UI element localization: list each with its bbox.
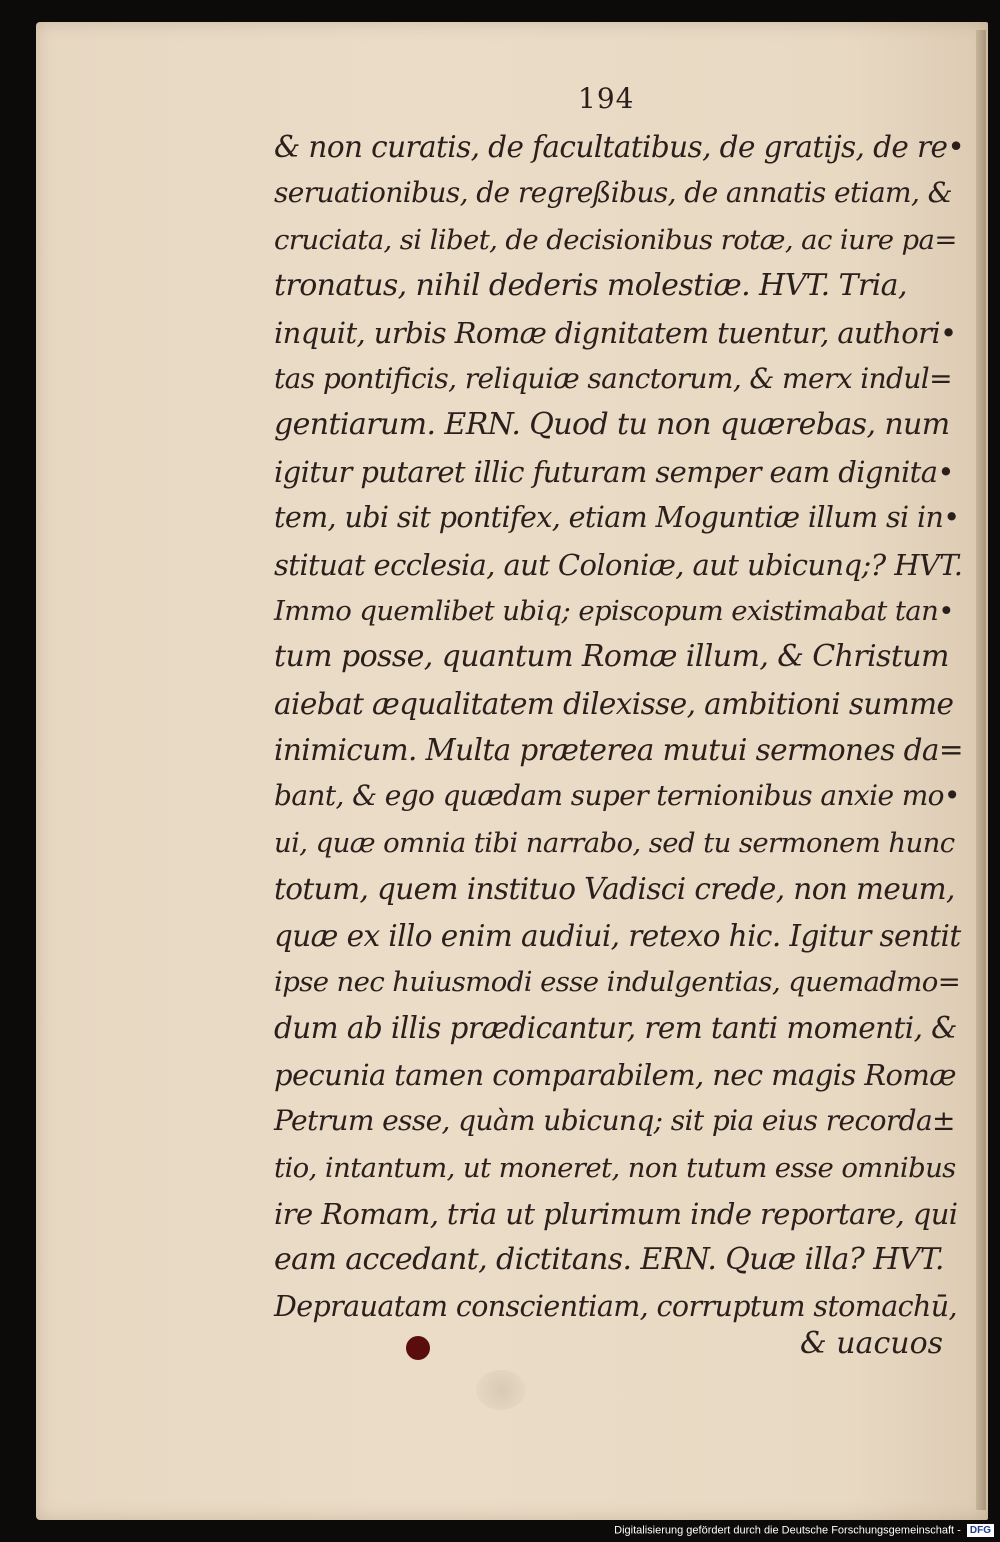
text-line: totum, quem instituo Vadisci crede, non meum, [274, 872, 955, 907]
text-line: cruciata, si libet, de decisionibus rotæ, ac iure pa= [274, 223, 957, 256]
text-line: dum ab illis prædicantur, rem tanti momenti, & [274, 1011, 957, 1046]
text-line: Immo quemlibet ubiq; episcopum existimabat tan• [274, 594, 954, 627]
digitization-footer [614, 1524, 994, 1537]
text-line: stituat ecclesia, aut Coloniæ, aut ubicunq;? HVT. [274, 547, 963, 582]
catchword: & uacuos [800, 1326, 944, 1361]
text-line: pecunia tamen comparabilem, nec magis Romæ [274, 1057, 956, 1092]
text-line: ire Romam, tria ut plurimum inde reportare, qui [274, 1196, 958, 1231]
paper-hole [406, 1336, 430, 1360]
text-line: Deprauatam conscientiam, corruptum stomachū, [274, 1289, 957, 1323]
text-line: eam accedant, dictitans. ERN. Quæ illa? HVT. [274, 1242, 944, 1278]
text-line: ipse nec huiusmodi esse indulgentias, quemadmo= [274, 966, 961, 999]
text-line: igitur putaret illic futuram semper eam dignita• [274, 454, 954, 489]
text-line: inimicum. Multa præterea mutui sermones da= [274, 733, 963, 768]
paper-smudge [476, 1370, 526, 1410]
text-line: & non curatis, de facultatibus, de gratijs, de re• [274, 130, 965, 164]
page-number: 194 [578, 82, 635, 115]
text-line: Petrum esse, quàm ubicunq; sit pia eius recorda± [274, 1104, 955, 1138]
text-line: tem, ubi sit pontifex, etiam Moguntiæ illum si in• [274, 501, 960, 535]
text-line: bant, & ego quædam super ternionibus anxie mo• [274, 779, 960, 813]
text-line: tas pontificis, reliquiæ sanctorum, & merx indul= [274, 361, 952, 395]
footer-text: Digitalisierung gefördert durch die Deutsche Forschungsgemeinschaft - [614, 1524, 961, 1537]
text-line: inquit, urbis Romæ dignitatem tuentur, authori• [274, 315, 957, 350]
text-line: gentiarum. ERN. Quod tu non quærebas, num [274, 407, 950, 443]
text-block [274, 124, 965, 1330]
text-line: seruationibus, de regreßibus, de annatis etiam, & [274, 176, 952, 210]
page-edge [976, 30, 986, 1510]
text-line: tronatus, nihil dederis molestiæ. HVT. Tria, [274, 268, 907, 304]
text-line: aiebat æqualitatem dilexisse, ambitioni summe [274, 686, 954, 721]
text-line: tio, intantum, ut moneret, non tutum esse omnibus [274, 1151, 956, 1184]
text-line: quæ ex illo enim audiui, retexo hic. Igitur sentit [274, 918, 961, 953]
text-line: tum posse, quantum Romæ illum, & Christum [274, 639, 949, 675]
dfg-logo: DFG [967, 1524, 994, 1537]
text-line: ui, quæ omnia tibi narrabo, sed tu sermonem hunc [274, 826, 955, 859]
